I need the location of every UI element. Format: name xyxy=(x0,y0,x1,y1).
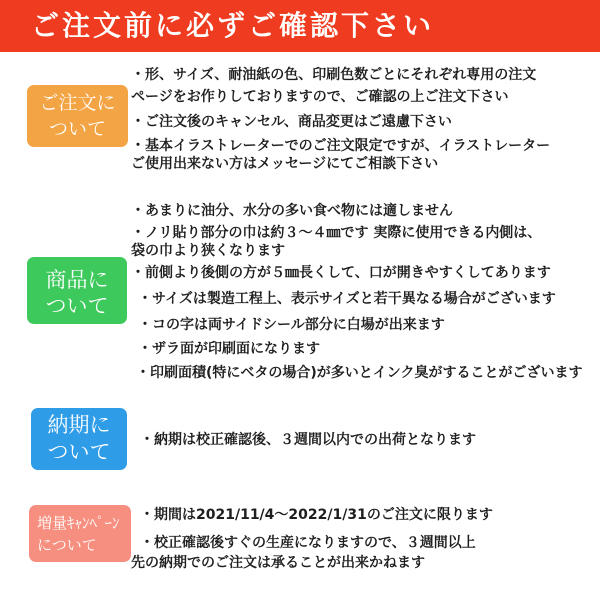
campaign-notice-line: 先の納期でのご注文は承ることが出来かねます xyxy=(131,555,425,571)
product-notice-line: ・あまりに油分、水分の多い食べ物には適しません xyxy=(131,203,453,219)
badge-delivery xyxy=(31,408,127,470)
badge-product-label-line-2: ついて xyxy=(45,294,109,318)
badge-order-label-line-1: ご注文に xyxy=(39,92,116,114)
delivery-notice-line: ・納期は校正確認後、３週間以内での出荷となります xyxy=(140,432,476,448)
order-notice-line: ・基本イラストレーターでのご注文限定ですが、イラストレーター xyxy=(131,138,551,154)
product-notice-line: ・ノリ貼り部分の巾は約３～４㎜です 実際に使用できる内側は、 xyxy=(131,225,542,241)
order-notice-line: ・形、サイズ、耐油紙の色、印刷色数ごとにそれぞれ専用の注文 xyxy=(131,67,537,83)
badge-campaign-label-line-2: について xyxy=(37,535,97,554)
badge-delivery-label-line-2: ついて xyxy=(47,440,111,464)
product-notice-line: ・コの字は両サイドシール部分に白場が出来ます xyxy=(138,317,445,333)
page-title: ご注文前に必ずご確認下さい xyxy=(31,9,435,42)
order-notice-line: ご使用出来ない方はメッセージにてご相談下さい xyxy=(131,156,439,172)
header-banner xyxy=(0,0,600,52)
badge-delivery-label-line-1: 納期に xyxy=(47,413,111,437)
badge-order xyxy=(27,85,128,147)
badge-product xyxy=(27,257,127,324)
product-notice-line: ・ザラ面が印刷面になります xyxy=(138,341,320,357)
product-notice-line: ・サイズは製造工程上、表示サイズと若干異なる場合がございます xyxy=(138,291,556,307)
order-notice-line: ページをお作りしておりますので、ご確認の上ご注文下さい xyxy=(131,89,509,105)
campaign-notice-line: ・校正確認後すぐの生産になりますので、３週間以上 xyxy=(140,535,476,551)
order-notice-line: ・ご注文後のキャンセル、商品変更はご遠慮下さい xyxy=(131,114,452,130)
product-notice-line: ・印刷面積(特にベタの場合)が多いとインク臭がすることがございます xyxy=(136,365,583,381)
badge-product-label-line-1: 商品に xyxy=(45,268,109,292)
product-notice-line: 袋の巾より狭くなります xyxy=(131,243,285,259)
product-notice-line: ・前側より後側の方が５㎜長くして、口が開きやすくしてあります xyxy=(131,265,551,281)
badge-campaign-label-line-1: 増量ｷｬﾝﾍﾟｰﾝ xyxy=(37,513,120,532)
badge-order-label-line-2: ついて xyxy=(48,118,106,140)
badge-campaign xyxy=(29,505,131,562)
campaign-notice-line: ・期間は2021/11/4～2022/1/31のご注文に限ります xyxy=(140,507,493,523)
